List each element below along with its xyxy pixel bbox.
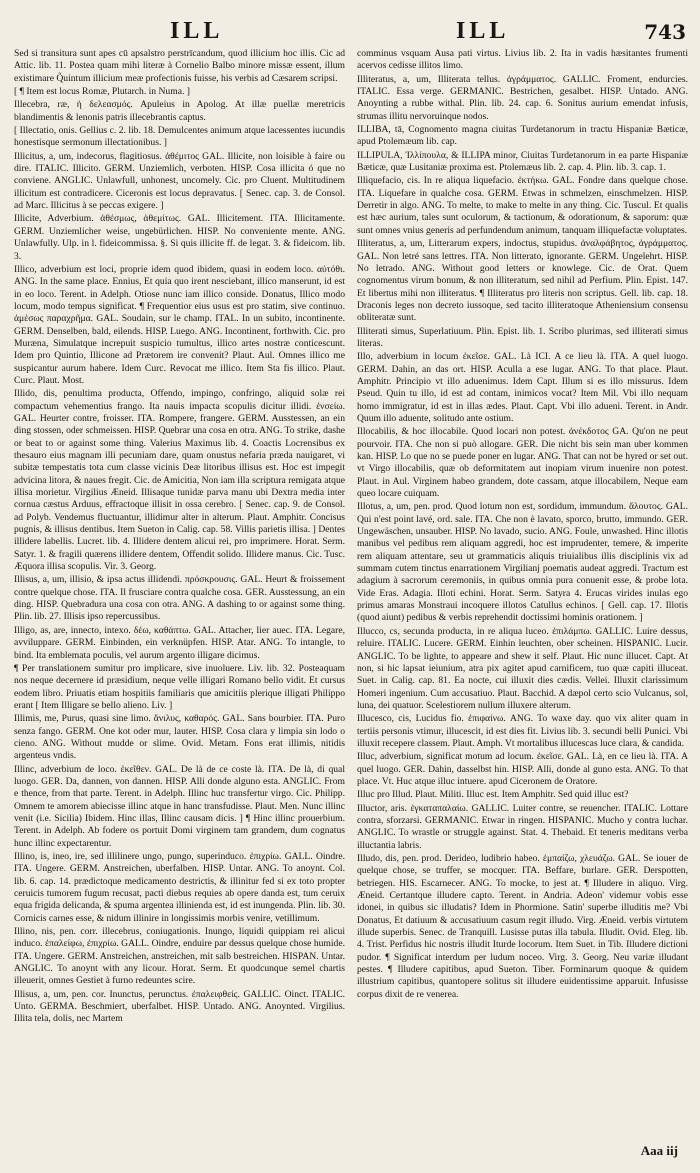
signature-mark: Aaa iij (640, 1143, 678, 1158)
dictionary-entry: Illigo, as, are, innecto, intexo. δέω, καθάπτω. GAL. Attacher, lier auec. ITA. Legare, avviluppare. GERM. Einbinden, ein verknüpfen. HISP. Atar. ANG. To intangle, to bind. Ita emblemata poculis, vel aurum argento illigare dicimus. (14, 624, 345, 661)
dictionary-entry: ILLIBA, tā, Cognomento magna ciuitas Turdetanorum in tractu Hispaniæ Bæticæ, apud Ptolemæum lib. cap. (357, 124, 688, 148)
running-head-left: ILL (170, 18, 224, 44)
dictionary-entry: comminus vsquam Ausa pati virtus. Livius lib. 2. Ita in vadis hæsitantes frumenti acervos cedisse illitos limo. (357, 48, 688, 72)
dictionary-entry: Illisus, a, um, pen. cor. Inunctus, perunctus. ἐπαλειφθείς. GALLIC. Oinct. ITALIC. Unto. GERMA. Beschmiert, uberfalbet. HISP. Untado. ANG. Anoynted. Virgilius. Illita tela, dolis, nec Martem (14, 988, 345, 1025)
dictionary-entry: Illuctor, aris. ἐγκαταπαλαίω. GALLIC. Luiter contre, se reuencher. ITALIC. Lottare contra, sforzarsi. GERMANIC. Etwar in ringen. HISPANIC. Mucho y contra luchar. ANGLIC. To wrastle or struggle against. Stat. 4. Thebaid. Et teneris meditans verba illuctantia labris. (357, 802, 688, 851)
dictionary-entry: Illocabilis, & hoc illocabile. Quod locari non potest. ἀνέκδοτος GA. Qu'on ne peut pourvoir. ITA. Che non si può allogare. GER. Die nicht bis sein man uber kommen kan. HISP. Lo que no se puede poner en lugar. ANG. That can not be hyred or set out. vt Virgo illocabilis, quæ ob deformitatem aut inopiam virum inuenire non potest. Plaut. in Aul. Virginem habeo grandem, dote cassam, atque illocabilem, Neque eam queo locare cuiquam. (357, 426, 688, 500)
dictionary-entry: Illimis, me, Purus, quasi sine limo. ἄνιλυς, καθαρός. GAL. Sans bourbier. ITA. Puro senza fango. GERM. One kot oder mur, lauter. HISP. Cosa clara y limpia sin lodo o cieno. ANG. Without mudde or slime. Ovid. Metam. Fons erat illimis, nitidis argenteus vndis. (14, 713, 345, 762)
dictionary-entry: Illecebra, ræ, ἡ δελεασμός. Apuleius in Apolog. At illæ puellæ meretricis blandimentis & lenonis patris illecebrantis captus. (14, 99, 345, 123)
dictionary-entry: Illiterati simus, Superlatiuum. Plin. Epist. lib. 1. Scribo plurimas, sed illiterati simus literas. (357, 325, 688, 349)
page-header (14, 8, 688, 48)
dictionary-entry: Illicitus, a, um, indecorus, flagitiosus. ἀθέμιτος GAL. Illicite, non loisible à faire ou dire. ITALIC. Illicito. GERM. Unziemlich, verboten. HISP. Cosa illicita ó que no conviene. ANGLIC. Unlawfull, unhonest, uncomely. Cic. pro Cluent. Multitudinem illicitum est contradicere. Ciceronis est locus depravatus. [ Senec. cap. 3. de Consol. ad Marc. Illicitus à se peccas exigere. ] (14, 150, 345, 212)
running-head-right: ILL (456, 18, 510, 44)
right-column (357, 48, 688, 1138)
dictionary-entry: Illicite, Adverbium. ἀθέσμως, ἀθεμίτως. GAL. Illicitement. ITA. Illicitamente. GERM. Unziemlicher weise, ungebürlichen. HISP. No conveniente mente. ANG. Unlawfully. Ulp. in l. fideicommissa. §. Si quis illicite ff. de legat. 3. & fideicom. lib. 3. (14, 213, 345, 262)
dictionary-entry: Illido, dis, penultima producta, Offendo, impingo, confringo, aliquid solæ rei compactum vehementius frango. Ita nauis impacta scopulis dicitur illidi. ἐνσείω. GAL. Heurter contre, froisser. ITA. Rompere, frangere. GERM. Ausstessen, an ein ding stossen, oder schmeissen. HISP. Quebrar una cosa en otra. ANG. To strike, dashe or beat to or against some thing. Valerius Maximus lib. 4. Coactis Locrensibus ex thesauro eius magnam illi pecuniam dare, quam onustus nefaria præda nauigaret, vi subitæ tempestatis tota cum classe vicinis Deæ litoribus illisus est. Hoc est impegit advicina litora, & naues fregit. Cic. de Amicitia, Non iam illa scriptura remigata atque illisa morietur. Virgilius Æneid. Illisaque tunidæ parva manu ubi Dextra media inter cornua cæstus Arduus, effractoque illisit in ossa cerebro. [ Senec. cap. 9. de Consol. ad Polyb. Vendemus fluctuantur, illidimur alter in alterum. Plaut. Amphitr. Concisus pugnis, & illisus dentibus. Item Sueton in Calig. cap. 58. Villis parietis illisa. ] Dentes illidere labellis. Lucret. lib. 4. Illidere dentem alicui rei, pro imprimere. Horat. Serm. Satyr. 1. & fragili quærens illidere dentem, Offendit solido. Illidere manus. Cic. Tusc. Æquora illisa scopulis. Vir. 3. Georg. (14, 388, 345, 573)
dictionary-entry: Illino, is, ineo, ire, sed illilinere ungo, pungo, superinduco. ἐπιχρίω. GALL. Oindre. ITA. Ungere. GERM. Anstreichen, uberfalben. HISP. Untar. ANG. To anoynt. Col. lib. 6. cap. 14. prædictoque medicamento destrictis, & illinitur fed si ex toto propter ceruicis tumorem fugum recusat, pacti diebus requies ab opere danda est, tum ceruix equa frigida delicanda, & spuma argentea illinienda est, id est inungenda. Plin. lib. 30. Cornicis carnes esse, & nidum illinire in longissimis morbis venire, vetillimum. (14, 851, 345, 924)
dictionary-entry: ¶ Per translationem sumitur pro implicare, sive inuoluere. Liv. lib. 32. Posteaquam nos neque decernere id præsidium, neque velle illigari Romano bello vidit. Et cursus eodem libro. Priuatis etiam hospitiis familiaris que amicitiis plerique illigati Philippo erant [ Item Illigare se bello alieno. Liv. ] (14, 662, 345, 711)
dictionary-entry: Illuc, adverbium, significat motum ad locum. ἐκεῖσε. GAL. Là, en ce lieu là. ITA. A quel luogo. GER. Dahin, dasselbst hin. HISP. Alli, donde al guno esta. ANG. To that place. Vt. Huc atque illuc intuere. apud Ciceronem de Oratore. (357, 751, 688, 787)
dictionary-entry: Illudo, dis, pen. prod. Derideo, ludibrio habeo. ἐμπαίζω, χλευάζω. GAL. Se iouer de quelque chose, se truffer, se mocquer. ITA. Beffare, burlare. GER. Derspotten, betriegen. HIS. Escarnecer. ANG. To mocke, to jest at. ¶ Illudere in aliquo. Virg. Æneid. Certantque illudere capto. Terent. in Andria. Adeon' videmur vobis esse idonei, in quibus sic illudatis? Idem in Phormione. Satin' superbe illuditis me? Vbi Donatus, Et datiuum & accusatiuum casum regit illudo. Virg. Æneid. verbis virtutem illude superbis. Senec. de Tranquill. Lusisse putas illa tabula. Illudit. Ovid. Eleg. lib. 4. Trist. Perfidus hic nostris illudit Iturde locorum. Item Suet. in Tib. Illudere dictioni pudor. ¶ Significat interdum per ludum noceo. Virg. 3. Georg. Neu variæ illudant pestes. ¶ Illudere capitibus, apud Sueton. Tiber. Forminarum quoque & quidem illustrium capitibus, quantopere solitus sit illudere euidentissime apparuit. Infusisse corpus dixit de re venerea. (357, 853, 688, 1000)
dictionary-entry: Illiteratus, a, um, Illiterata tellus. ἀγράμματος. GALLIC. Froment, endurcies. ITALIC. Essa verge. GERMANIC. Bestrichen, gesalbet. HISP. Untado. ANG. Anoynting a rubbe withal. Plin. lib. 24. cap. 6. Sonitus aurium emendat infusis, strumas illitu nervoruinque nodos. (357, 73, 688, 122)
dictionary-entry: Illino, nis, pen. corr. illecebrus, coniugationis. Inungo, liquidi quippiam rei alicui induco. ἐπαλείφω, ἐπιχρίω. GALL. Oindre, enduire par dessus quelque chose humide. ITA. Ungere. GERM. Anstreichen, anstreichen, mit salb bestreichen. HISPAN. Untar. ANGLIC. To anoynt with any licour. Horat. Serm. Et quodcunque semel chartis illeuerit, omnes Gestiet à furno redeuntes scire. (14, 926, 345, 987)
left-column (14, 48, 345, 1138)
dictionary-entry: Illiquefacio, cis. In re aliqua liquefacio. ἐκτήκω. GAL. Fondre dans quelque chose. ITA. Liquefare in qualche cosa. GERM. Etwas in schmelzen, einschmelzen. HISP. Derretir in algo. ANG. To melte, to make to melte in any thing. Cic. Tuscul. Et qualis est hæc aurium, tales sunt oculorum, & tactionum, & odorationum, & saporum: quæ sunt omnes vnius generis ad perfundendum animum, tanquam illiquefactæ voluptates. (357, 175, 688, 236)
dictionary-entry: Illiteratus, a, um, Litterarum expers, indoctus, stupidus. ἀναλφάβητος, ἀγράμματος. GAL. Non letré sans lettres. ITA. Non litterato, ignorante. GERM. Ungelehrt. HISP. No letrado. ANG. Without good letters or knowlege. Cic. de Orat. Quem cognomentus virum bonum, & non illiteratum, sed nihil ad Perfium. Plin. Epist. 147. Et libertus mihi non illiteratus. ¶ Illiteratus pro literis non scriptus. Gell. lib. cap. 18. Draconis leges non decreto iussoque, sed tacito illiteratoque Atheniensium consensu obliteratæ sunt. (357, 238, 688, 324)
dictionary-entry: Illinc, adverbium de loco. ἐκεῖθεν. GAL. De là de ce coste là. ITA. De là, di qual luogo. GER. Da, dannen, von dannen. HISP. Alli donde alguno esta. ANGLIC. From e thence, from that parte. Terent. in Adelph. Illinc huc transfertur virgo. Cic. Philipp. Omnem te amorem abiecisse illinc atque in hanc transfudisse. Plaut. Men. Nunc illinc venit (i.e. Sicilia) Ibidem. Hinc illas, Illinc causam dicis. ] ¶ Hinc illinc prouerbium. Terent. in Adelph. Ab fodere os portuit Domi virginem tam grandem, dum cognatus hunc illinc expectarentur. (14, 763, 345, 849)
dictionary-entry: Illucesco, cis, Lucidus fio. ἐπιφαίνω. ANG. To waxe day. quo vix aliter quam in tertiis personis vtimur, illucescit, id est dies fit. Livius lib. 3. secundi belli Punici. Vbi illuxit recepere classem. Plaut. Amph. Vt mortalibus illucescas luce clara, & candida. (357, 713, 688, 749)
dictionary-entry: Illo, adverbium in locum ἐκεῖσε. GAL. Là ICI. A ce lieu là. ITA. A quel luogo. GERM. Dahin, an das ort. HISP. Aculla a ese lugar. ANG. To that place. Plaut. Amphitr. Principio vt illo aduenimus. Idem Capt. Illum si es illo missurus. Idem Pseud. Quin tu illo, id est ad contam, inimicos vocat? Item Mil. Vbi illo nequam homo immigratur, id est in illas ædes. Plaut. Capt. Vbi illo adueni. Terent. in Andr. Quum illo aduente, solitudo ante ostium. (357, 351, 688, 424)
dictionary-entry: [ ¶ Item est locus Romæ, Plutarch. in Numa. ] (14, 86, 190, 98)
dictionary-entry: ILLIPULA, Ἰλλίπουλα, & ILLIPA minor, Ciuitas Turdetanorum in ea parte Hispaniæ Bæticæ, quæ Lusitaniæ proxima est. Ptolemæus lib. 2. cap. 4. Plin. lib. 3. cap. 1. (357, 149, 688, 174)
dictionary-entry: Illisus, a, um, illisio, & ipsa actus illidendi. πρόσκρουσις. GAL. Heurt & froissement contre quelque chose. ITA. Il frusciare contra qualche cosa. GER. Ausstessung, an ein ding. HISP. Quebradura una cosa con otra. ANG. A dashing to or against some thing. Plin. lib. 27. Illisis ipso repercussibus. (14, 574, 345, 623)
dictionary-entry: Illucco, cs, secunda producta, in re aliqua luceo. ἐπιλάμπω. GALLIC. Luire dessus, reluire. ITALIC. Lucere. GERM. Einhin leuchten, ober scheinen. HISPANIC. Lucir. ANGLIC. To be lighte, to appeare and shew it self. Plaut. Hic nunc illucet. Capt. At non, si hic lapsat ieiunium, atra pix agitet apud carnificem, tuo quæ capiti illuceat. Suet. in Calig. cap. 81. Ea nocte, cui illuxit dies cædis. Vellei. Illuxit clarissimum Homeri ingenium. Cum accusatiuo. Plaut. Bacchid. A dæpol certo scio Vulcanus, sol, luna, dei quatuor. Scelestiorem nullum illuxere alterum. (357, 625, 688, 711)
text-columns (14, 48, 688, 1138)
page-number: 743 (644, 20, 686, 44)
dictionary-entry: Illico, adverbium est loci, proprie idem quod ibidem, quasi in eodem loco. αὐτόθι. ANG. In the same place. Ennius, Et quia quo irent nesciebant, illico manserunt, id est in eo loco. Terent. in Adelph. Otiose nunc iam illico conside. Donatus, Illico modo locum, modo tempus significat. ¶ Frequentior eius usus est pro statim, sive continuo. ἀμέσως παραχρῆμα. GAL. Soudain, sur le champ. ITAL. In un subito, incontinente. GERM. Denselben, bald, eilends. HISP. Luego. ANG. Incontinent, forthwith. Cic. pro Muræna, Simulatque increpuit suspicio tumultus, illico artes nostræ conticescunt. Idem pro Quintio, Illicone ad Prætorem ire convenit? Plaut. Aul. Omnes illico me suspicantur aurum habere. Idem Curc. Revocat me illico. Item Sta fis illico. Plaut. Curc. Plaut. Most. (14, 263, 345, 386)
dictionary-entry: Illuc pro Illud. Plaut. Militi. Illuc est. Item Amphitr. Sed quid illuc est? (357, 789, 629, 801)
dictionary-entry: Illotus, a, um, pen. prod. Quod lotum non est, sordidum, immundum. ἄλουτος. GAL. Qui n'est point lavé, ord. sale. ITA. Che non è lavato, sporco, brutto, immundo. GER. Ungewäschen, unsauber. HISP. No lavado, sucio. ANG. Foule, unwashed. Hinc illotis manibus vel pedibus rem aliquam aggredi, hoc est imprudenter, temere, & imperite rem aliquam attentare, seu ut grammaticis aliquis triuialibus illis disciplinis vix ad summam cutem tinctus enarrationem Virgilianj poematis audeat aggredi. Tractum est adagium à sacrorum ceremoniis, in quibus omnia pura conuenit esse, & probe lota. Vide Eras. Adagia. Illoti echini. Horat. Serm. Satyra 4. Erucas virides inulas ego primus amaras Monstraui incoquere illotos Catullus echinos. [ Gell. cap. 17. Illotis (quod aiunt) pedibus & verbis reprehendit doctissimi hominis orationem. ] (357, 501, 688, 624)
dictionary-entry: [ Illectatio, onis. Gellius c. 2. lib. 18. Demulcentes animum atque lacessentes iucundis honestisque sermonum illectationibus. ] (14, 125, 345, 149)
dictionary-entry: Sed si transitura sunt apes cū apsalstro perstrīcandum, quod illicium hoc illis. Cic ad Attic. lib. 11. Postea quam mihi literæ à Cornelio Balbo minore missæ essent, illum existimare Q̃uintum illicium meæ profectionis fuisse, his verbis ad Cæsarem scripsi. (14, 48, 345, 84)
